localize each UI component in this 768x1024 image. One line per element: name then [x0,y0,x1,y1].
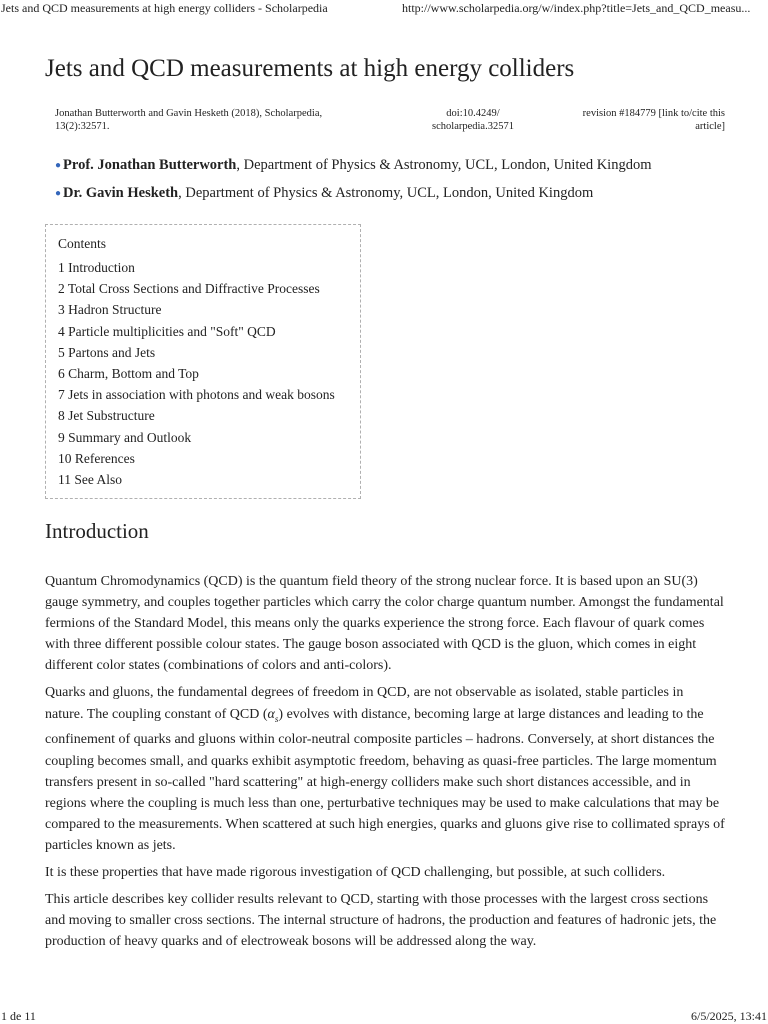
toc-item-partons-and-jets[interactable]: 5 Partons and Jets [58,344,156,360]
print-header [0,1,768,17]
section-heading-introduction: Introduction [45,519,149,543]
print-footer [0,1009,768,1023]
table-of-contents [45,224,361,499]
print-page-url: http://www.scholarpedia.org/w/index.php?title=Jets_and_QCD_measu... [402,1,751,15]
paragraph: Quarks and gluons, the fundamental degrees of freedom in QCD, are not observable as isolated, stable particles in nature. The coupling constant of QCD $(\alpha_s)$ evolves with distance, becoming large at large distances and leading to the confinement of quarks and gluons within color-neutral composite particles – hadrons. Conversely, at short distances the coupling becomes small, and quarks exhibit asymptotic freedom, behaving as quasi-free particles. The large momentum transfers present in so-called "hard scattering" at high-energy colliders make such short distances accessible, and in regions where the coupling is much less than one, perturbative techniques may be used to make calculations that may be compared to the measurements. When scattered at such high energies, quarks and gluons give rise to collimated sprays of particles known as jets. [45,685,725,853]
citation-doi[interactable]: doi:10.4249/ scholarpedia.32571 [432,108,514,132]
author-item [55,155,651,183]
toc-item-total-cross-sections[interactable]: 2 Total Cross Sections and Diffractive Processes [58,281,320,297]
citation-revision-link[interactable]: revision #184779 [link to/cite this article] [582,108,725,132]
author-affiliation: , Department of Physics & Astronomy, UCL, London, United Kingdom [236,157,652,173]
author-item [55,183,651,211]
paragraph: Quantum Chromodynamics (QCD) is the quantum field theory of the strong nuclear force. It is based upon an SU(3) gauge symmetry, and couples together particles which carry the color charge quantum number. Amongst the fundamental fermions of the Standard Model, this means only the quarks experience the strong force. Each flavour of quark comes with three different possible colour states. The gauge boson associated with QCD is the gluon, which comes in eight different color states (combinations of colors and anti-colors). [45,574,724,674]
toc-item-charm-bottom-top[interactable]: 6 Charm, Bottom and Top [58,365,199,381]
print-page-number: 1 de 11 [1,1009,36,1023]
introduction-body [45,571,725,958]
page-title: Jets and QCD measurements at high energy colliders [45,55,575,82]
toc-item-hadron-structure[interactable]: 3 Hadron Structure [58,302,162,318]
toc-item-introduction[interactable]: 1 Introduction [58,260,135,275]
paragraph: This article describes key collider results relevant to QCD, starting with those processes with the largest cross sections and moving to smaller cross sections. The internal structure of hadrons, the production and features of hadronic jets, the production of heavy quarks and of electroweak bosons will be addressed along the way. [45,892,717,950]
toc-item-references[interactable]: 10 References [58,450,135,466]
toc-list [58,258,348,491]
bullet-icon: ● [55,188,62,199]
author-name-link[interactable]: Dr. Gavin Hesketh [63,185,179,201]
toc-item-see-also[interactable]: 11 See Also [58,471,123,487]
print-datetime: 6/5/2025, 13:41 [690,1009,767,1023]
toc-item-jets-photons-bosons[interactable]: 7 Jets in association with photons and weak bosons [58,387,335,403]
paragraph: It is these properties that have made rigorous investigation of QCD challenging, but possible, at such colliders. [45,865,666,881]
toc-item-particle-multiplicities[interactable]: 4 Particle multiplicities and "Soft" QCD [58,323,276,339]
author-list [55,155,651,211]
toc-title: Contents [58,236,107,251]
toc-item-summary-outlook[interactable]: 9 Summary and Outlook [58,429,192,445]
alpha-s-symbol: $\alpha_s$ [267,706,279,724]
author-affiliation: , Department of Physics & Astronomy, UCL, London, United Kingdom [178,185,594,201]
citation-authors: Jonathan Butterworth and Gavin Hesketh (2018), Scholarpedia, 13(2):32571. [55,108,323,132]
toc-item-jet-substructure[interactable]: 8 Jet Substructure [58,408,155,424]
bullet-icon: ● [55,160,62,171]
author-name-link[interactable]: Prof. Jonathan Butterworth [63,157,237,173]
print-page-title: Jets and QCD measurements at high energy colliders - Scholarpedia [1,1,328,15]
